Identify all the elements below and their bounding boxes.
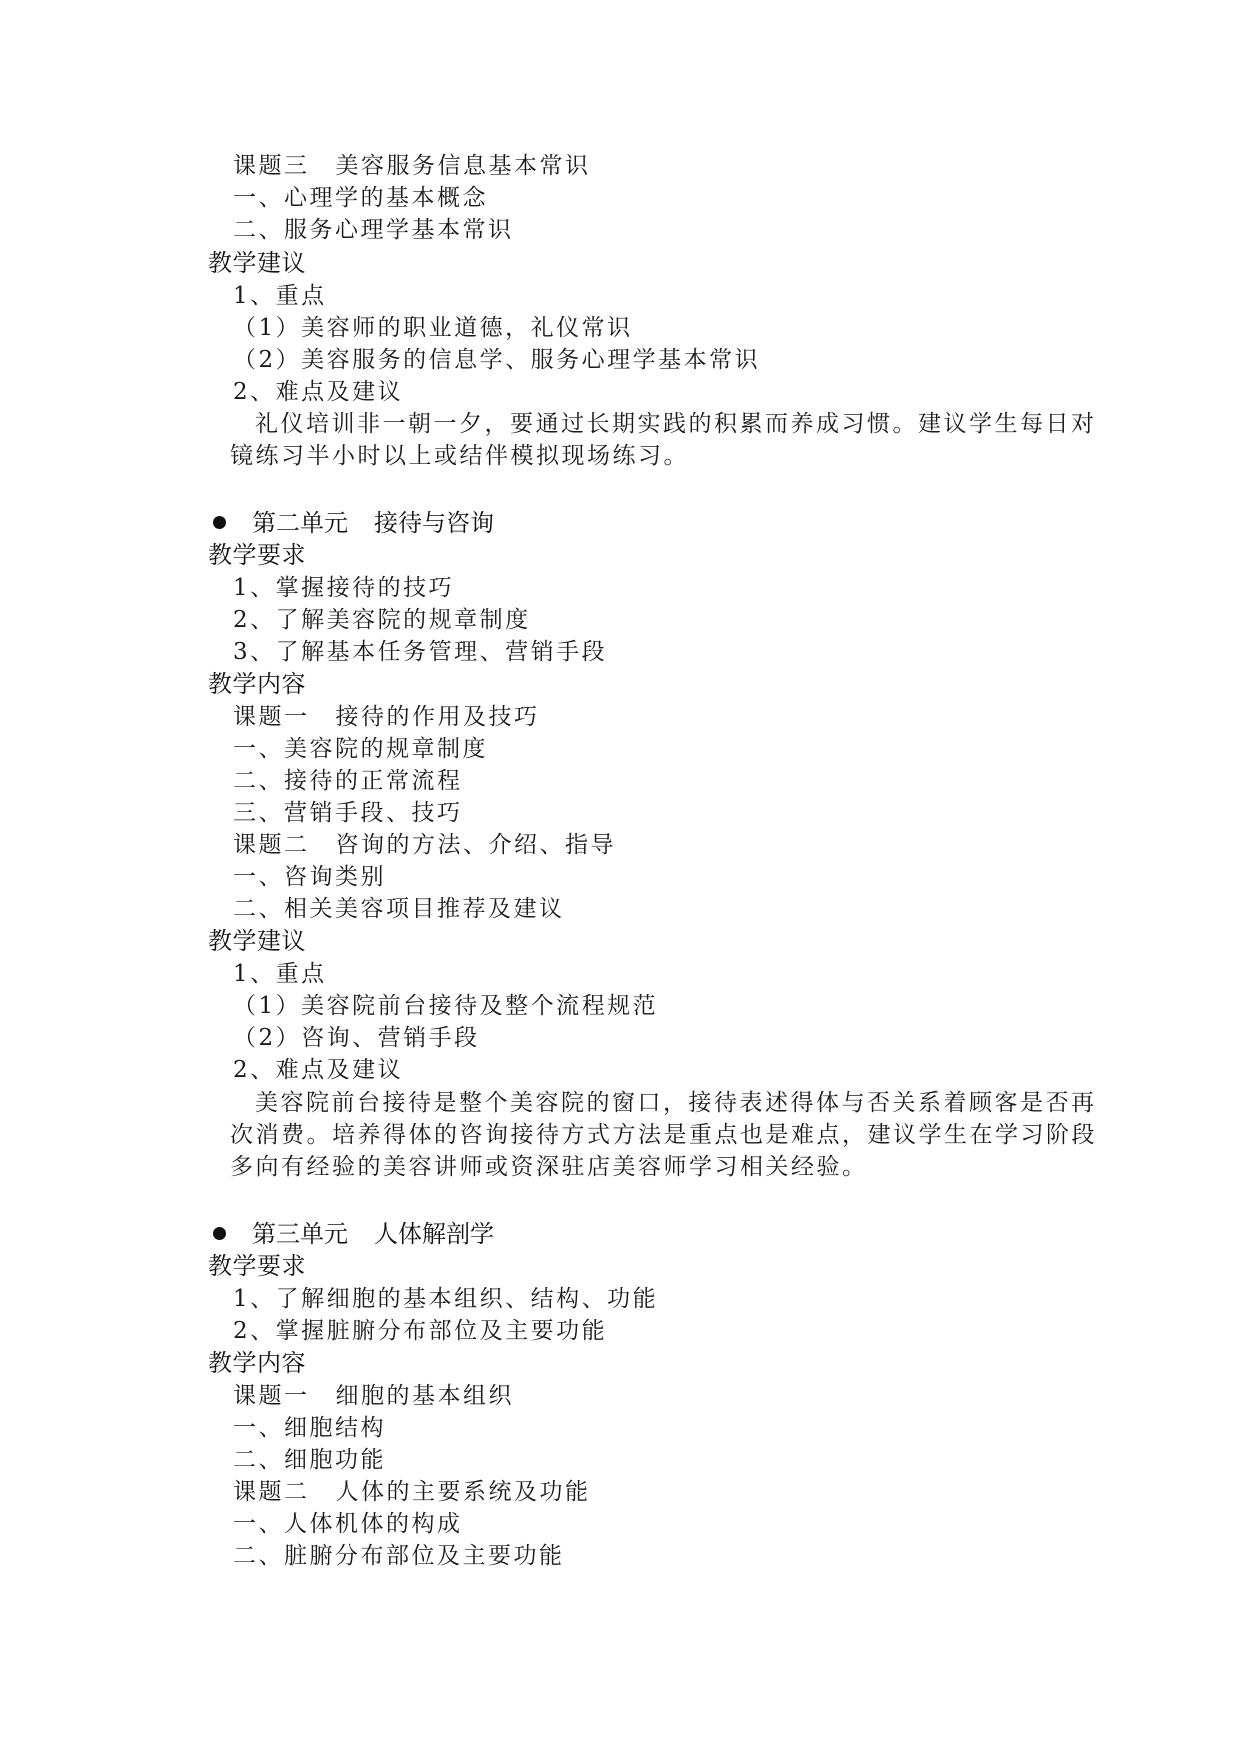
topic-heading xyxy=(233,829,616,861)
key-point-item: （2）咨询、营销手段 xyxy=(233,1025,480,1051)
content-item: 二、接待的正常流程 xyxy=(233,768,463,794)
key-points-label: 1、重点 xyxy=(233,283,327,309)
unit-title: 人体解剖学 xyxy=(374,1220,494,1248)
bullet-icon xyxy=(213,516,226,529)
content-item: 二、脏腑分布部位及主要功能 xyxy=(233,1543,565,1569)
topic-title: 美容服务信息基本常识 xyxy=(335,153,591,179)
requirement-item: 2、掌握脏腑分布部位及主要功能 xyxy=(233,1318,608,1344)
topic-label: 课题二 xyxy=(233,832,310,858)
unit-heading xyxy=(213,507,494,539)
difficulty-paragraph-line: 次消费。培养得体的咨询接待方式方法是重点也是难点，建议学生在学习阶段 xyxy=(230,1122,1097,1148)
section-heading-content: 教学内容 xyxy=(208,1349,306,1377)
topic-label: 课题一 xyxy=(233,1383,310,1409)
topic-label: 课题一 xyxy=(233,704,310,730)
topic-heading xyxy=(233,150,591,182)
topic-heading xyxy=(233,1476,591,1508)
content-item: 一、细胞结构 xyxy=(233,1415,386,1441)
section-heading-suggestions: 教学建议 xyxy=(208,927,306,955)
topic-title: 人体的主要系统及功能 xyxy=(335,1479,591,1505)
requirement-item: 1、掌握接待的技巧 xyxy=(233,575,455,601)
topic-title: 细胞的基本组织 xyxy=(335,1383,514,1409)
bullet-icon xyxy=(213,1227,226,1240)
topic-heading xyxy=(233,1380,514,1412)
content-item: 三、营销手段、技巧 xyxy=(233,800,463,826)
unit-title: 接待与咨询 xyxy=(374,509,494,537)
key-point-item: （2）美容服务的信息学、服务心理学基本常识 xyxy=(233,347,761,373)
unit-label: 第三单元 xyxy=(252,1220,348,1248)
section-heading-suggestions: 教学建议 xyxy=(208,249,306,277)
topic-label: 课题三 xyxy=(233,153,310,179)
difficulty-paragraph-line: 礼仪培训非一朝一夕，要通过长期实践的积累而养成习惯。建议学生每日对 xyxy=(255,411,1097,437)
content-item: 二、服务心理学基本常识 xyxy=(233,217,514,243)
key-point-item: （1）美容师的职业道德，礼仪常识 xyxy=(233,315,633,341)
difficulty-label: 2、难点及建议 xyxy=(233,1057,404,1083)
content-item: 二、细胞功能 xyxy=(233,1447,386,1473)
section-heading-content: 教学内容 xyxy=(208,670,306,698)
key-points-label: 1、重点 xyxy=(233,961,327,987)
content-item: 二、相关美容项目推荐及建议 xyxy=(233,896,565,922)
topic-heading xyxy=(233,701,540,733)
content-item: 一、人体机体的构成 xyxy=(233,1511,463,1537)
key-point-item: （1）美容院前台接待及整个流程规范 xyxy=(233,993,659,1019)
section-heading-requirements: 教学要求 xyxy=(208,541,306,569)
difficulty-paragraph-line: 多向有经验的美容讲师或资深驻店美容师学习相关经验。 xyxy=(230,1154,868,1180)
unit-heading xyxy=(213,1218,494,1250)
content-item: 一、心理学的基本概念 xyxy=(233,185,488,211)
difficulty-paragraph-line: 镜练习半小时以上或结伴模拟现场练习。 xyxy=(230,443,689,469)
topic-label: 课题二 xyxy=(233,1479,310,1505)
requirement-item: 3、了解基本任务管理、营销手段 xyxy=(233,639,608,665)
content-item: 一、咨询类别 xyxy=(233,864,386,890)
topic-title: 咨询的方法、介绍、指导 xyxy=(335,832,616,858)
section-heading-requirements: 教学要求 xyxy=(208,1252,306,1280)
requirement-item: 2、了解美容院的规章制度 xyxy=(233,607,531,633)
topic-title: 接待的作用及技巧 xyxy=(335,704,540,730)
content-item: 一、美容院的规章制度 xyxy=(233,736,488,762)
difficulty-paragraph-line: 美容院前台接待是整个美容院的窗口，接待表述得体与否关系着顾客是否再 xyxy=(255,1090,1097,1116)
unit-label: 第二单元 xyxy=(252,509,348,537)
requirement-item: 1、了解细胞的基本组织、结构、功能 xyxy=(233,1286,659,1312)
difficulty-label: 2、难点及建议 xyxy=(233,379,404,405)
